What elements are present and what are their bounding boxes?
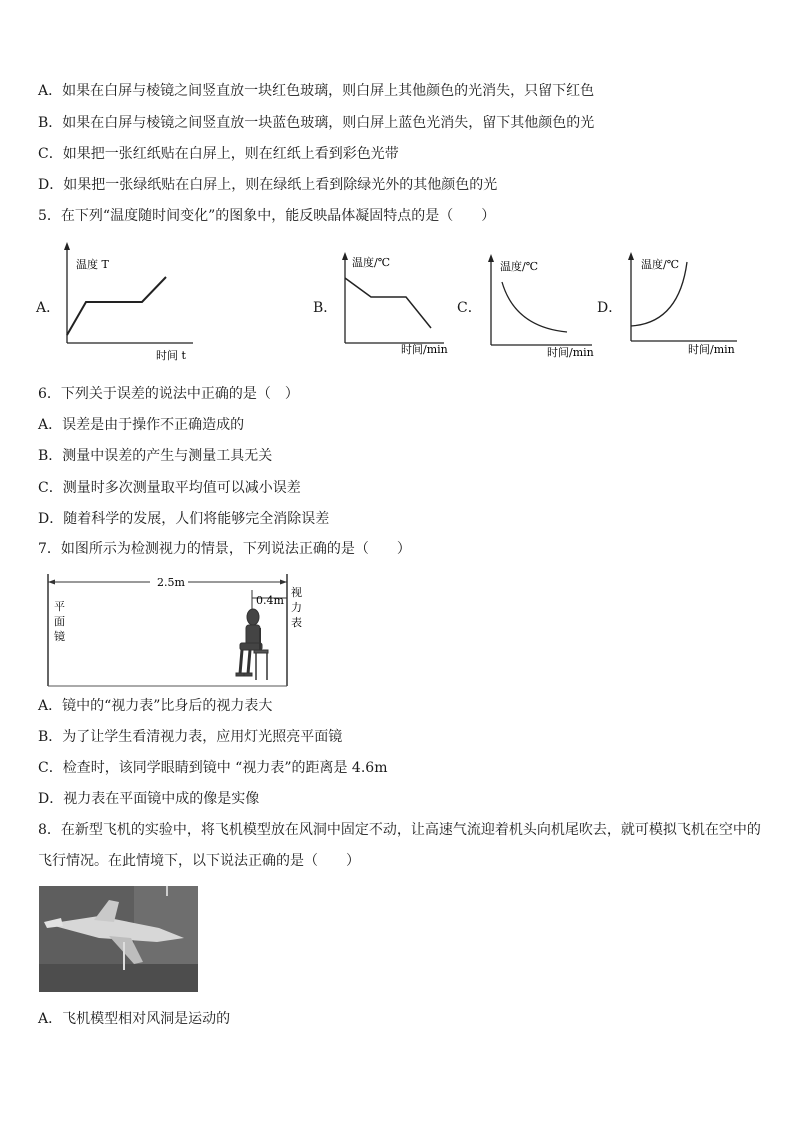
q5-graph-c-ylabel: 温度/℃ [500,260,539,273]
q7-option-d: D．视力表在平面镜中成的像是实像 [38,791,260,807]
chart-label-3: 表 [291,616,302,629]
q4-option-d: D．如果把一张绿纸贴在白屏上，则在绿纸上看到除绿光外的其他颜色的光 [38,177,498,193]
q5-graph-d-option: D． [597,300,623,316]
q6-option-a: A．误差是由于操作不正确造成的 [38,417,245,433]
airplane-model-image [39,886,198,992]
curve [631,262,687,326]
q5-graph-b-xlabel: 时间/min [401,343,448,356]
q5-graph-a-ylabel: 温度 T [76,258,109,271]
q7-eye-test-figure [40,570,310,690]
q6-option-c: C．测量时多次测量取平均值可以减小误差 [38,480,301,496]
q7-option-c: C．检查时，该同学眼睛到镜中 “视力表”的距离是 4.6m [38,760,388,776]
q4-option-c: C．如果把一张红纸贴在白屏上，则在红纸上看到彩色光带 [38,146,399,162]
q5-graph-b [336,250,456,360]
q4-option-a: A．如果在白屏与棱镜之间竖直放一块红色玻璃，则白屏上其他颜色的光消失，只留下红色 [38,83,595,99]
q5-graph-c [482,252,600,362]
wind-tunnel-airplane-photo [39,886,198,992]
distance-2-5m: 2.5m [157,576,185,589]
mirror-label-1: 平 [54,600,65,613]
curve [345,278,431,328]
q5-graph-c-xlabel: 时间/min [547,346,594,359]
y-axis-arrow [342,252,348,260]
q8-option-a: A．飞机模型相对风洞是运动的 [38,1011,231,1027]
mirror-label-3: 镜 [54,630,65,643]
q5-graph-a-xlabel: 时间 t [156,349,186,362]
q5-graph-d [622,250,747,360]
q5-graph-b-option: B． [313,300,338,316]
q8-stem-line2: 飞行情况。在此情境下，以下说法正确的是（ ） [38,853,360,869]
q5-stem: 5．在下列“温度随时间变化”的图象中，能反映晶体凝固特点的是（ ） [38,208,496,224]
q5-graph-b-ylabel: 温度/℃ [352,256,391,269]
chart-label-1: 视 [291,586,302,599]
q5-graph-a-option: A． [36,300,61,316]
curve [502,282,567,332]
q7-option-b: B．为了让学生看清视力表，应用灯光照亮平面镜 [38,729,343,745]
q5-graph-a [60,240,200,365]
q5-graph-d-ylabel: 温度/℃ [641,258,680,271]
q6-option-b: B．测量中误差的产生与测量工具无关 [38,448,273,464]
y-axis-arrow [628,252,634,260]
seated-student [236,609,268,680]
q6-stem: 6．下列关于误差的说法中正确的是（ ） [38,386,299,402]
q7-option-a: A．镜中的“视力表”比身后的视力表大 [38,698,273,714]
distance-0-4m: 0.4m [256,594,284,607]
q5-graph-c-option: C． [457,300,482,316]
chart-label-2: 力 [291,601,302,614]
q7-stem: 7．如图所示为检测视力的情景，下列说法正确的是（ ） [38,541,411,557]
q5-graph-d-xlabel: 时间/min [688,343,735,356]
curve [67,277,166,335]
mirror-label-2: 面 [54,615,65,628]
q8-stem-line1: 8．在新型飞机的实验中，将飞机模型放在风洞中固定不动，让高速气流迎着机头向机尾吹去，就可模拟飞机在空中的 [38,822,761,838]
q6-option-d: D．随着科学的发展，人们将能够完全消除误差 [38,511,330,527]
q4-option-b: B．如果在白屏与棱镜之间竖直放一块蓝色玻璃，则白屏上蓝色光消失，留下其他颜色的光 [38,115,595,131]
y-axis-arrow [64,242,70,250]
y-axis-arrow [488,254,494,262]
